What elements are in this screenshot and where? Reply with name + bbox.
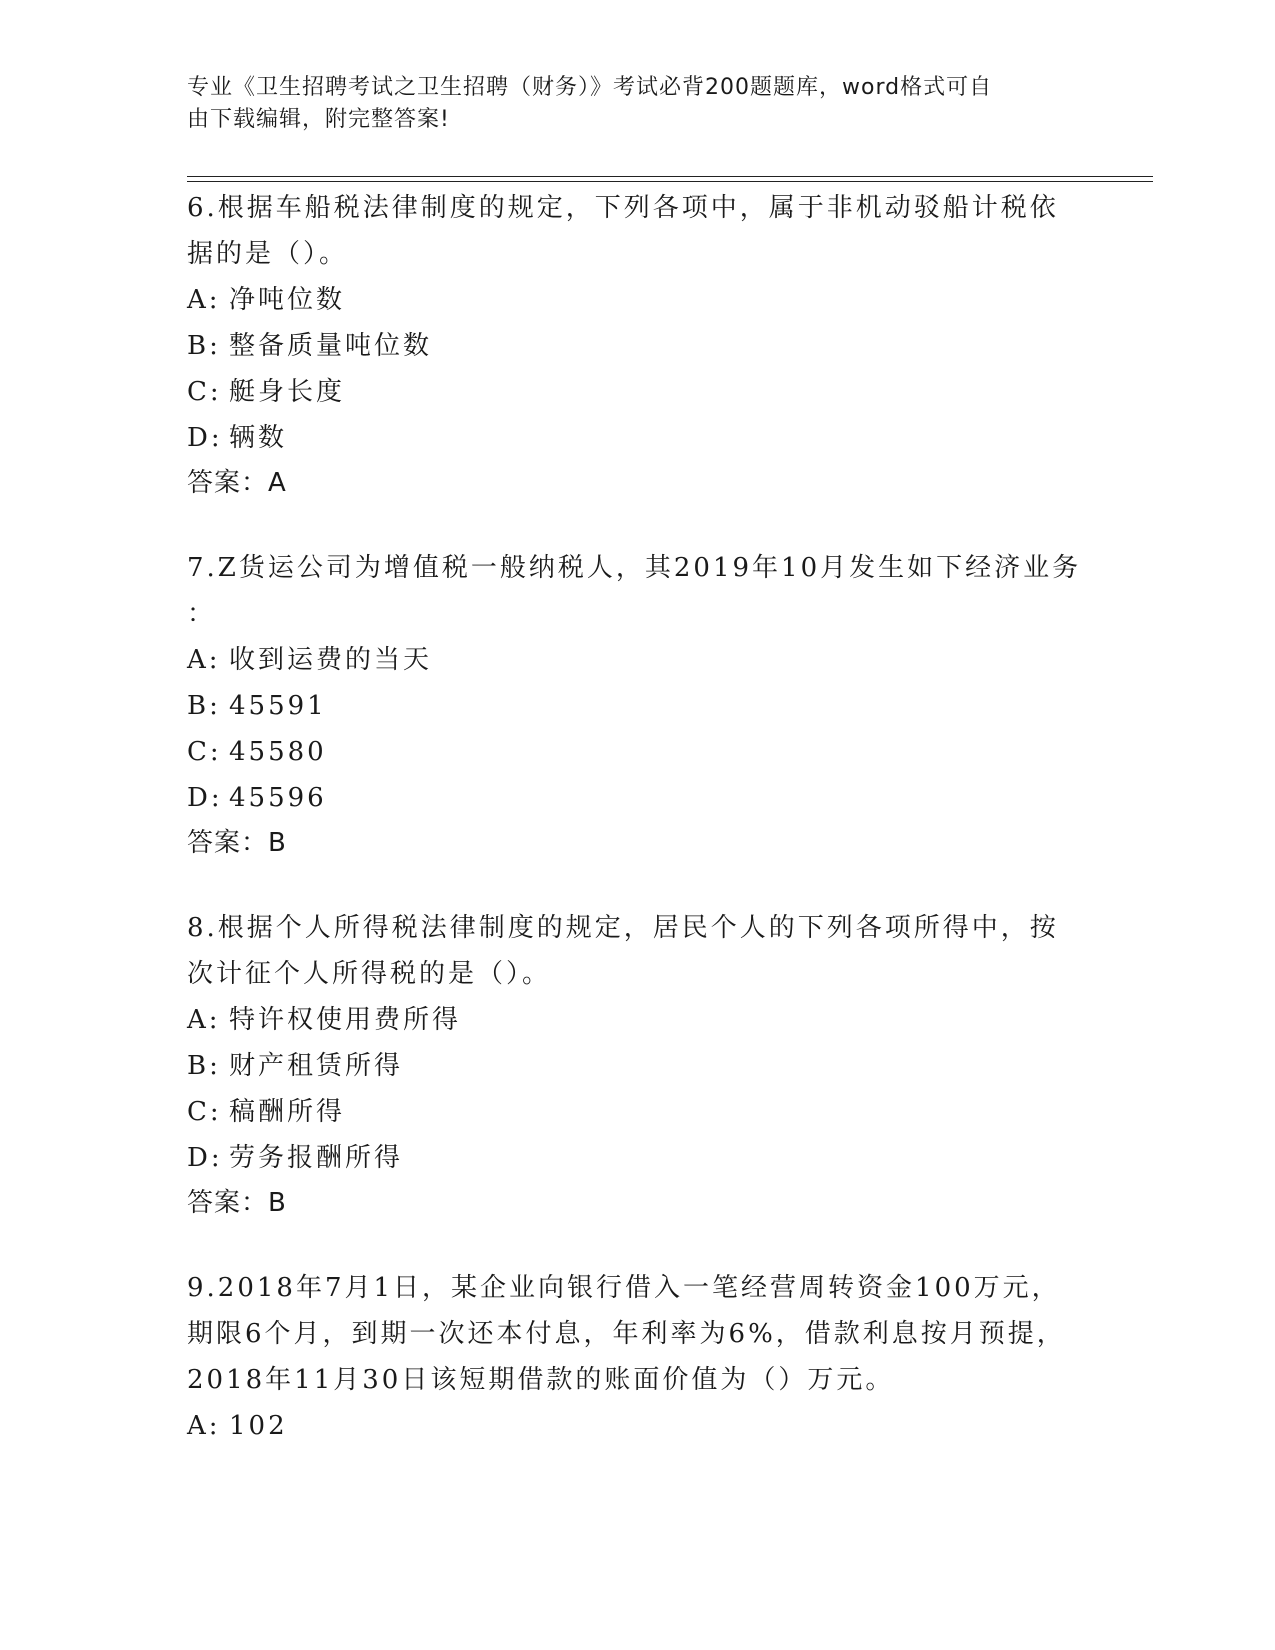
option-a: [187, 637, 1087, 683]
option-text: 45580: [229, 737, 327, 767]
option-c: [187, 729, 1087, 775]
option-c: [187, 1089, 1087, 1135]
option-key: C:: [187, 737, 222, 767]
question-stem-line: 8.根据个人所得税法律制度的规定，居民个人的下列各项所得中，按: [187, 913, 1059, 943]
question-8: [187, 905, 1087, 1225]
option-key: B:: [187, 691, 221, 721]
question-stem-line: 据的是（）。: [187, 239, 349, 269]
option-d: [187, 415, 1087, 461]
question-stem-line: 9.2018年7月1日，某企业向银行借入一笔经营周转资金100万元，: [187, 1273, 1061, 1303]
header-divider-top: [187, 176, 1153, 177]
header-divider-bottom: [187, 181, 1153, 182]
option-text: 稿酬所得: [229, 1097, 346, 1127]
question-stem: [187, 905, 1087, 997]
question-stem: [187, 1265, 1087, 1403]
question-stem-line: 7.Z货运公司为增值税一般纳税人，其2019年10月发生如下经济业务: [187, 553, 1082, 583]
question-stem-line: 期限6个月，到期一次还本付息，年利率为6%，借款利息按月预提，: [187, 1319, 1066, 1349]
question-stem: [187, 185, 1087, 277]
option-a: [187, 1403, 1087, 1449]
option-text: 特许权使用费所得: [229, 1005, 462, 1035]
option-text: 劳务报酬所得: [229, 1143, 404, 1173]
option-key: C:: [187, 377, 222, 407]
option-key: B:: [187, 331, 221, 361]
document-header: [187, 72, 1067, 136]
option-c: [187, 369, 1087, 415]
question-9: [187, 1265, 1087, 1449]
option-key: D:: [187, 783, 223, 813]
option-key: A:: [187, 1411, 221, 1441]
option-text: 102: [229, 1411, 288, 1441]
question-stem-line: 2018年11月30日该短期借款的账面价值为（）万元。: [187, 1365, 895, 1395]
answer-line: 答案：B: [187, 1188, 287, 1218]
option-b: [187, 683, 1087, 729]
option-b: [187, 323, 1087, 369]
option-text: 净吨位数: [229, 285, 346, 315]
option-key: B:: [187, 1051, 221, 1081]
option-d: [187, 1135, 1087, 1181]
question-7: [187, 545, 1087, 865]
option-text: 整备质量吨位数: [229, 331, 433, 361]
question-list: [187, 185, 1087, 1449]
option-key: A:: [187, 1005, 221, 1035]
answer-line: 答案：A: [187, 468, 287, 498]
option-key: D:: [187, 423, 223, 453]
question-stem: [187, 545, 1087, 637]
option-key: C:: [187, 1097, 222, 1127]
option-text: 45596: [229, 783, 327, 813]
option-text: 收到运费的当天: [229, 645, 433, 675]
option-b: [187, 1043, 1087, 1089]
option-a: [187, 997, 1087, 1043]
option-text: 45591: [229, 691, 327, 721]
header-line-1: 专业《卫生招聘考试之卫生招聘（财务）》考试必背200题题库，word格式可自: [187, 75, 993, 100]
option-key: D:: [187, 1143, 223, 1173]
option-text: 艇身长度: [229, 377, 346, 407]
header-line-2: 由下载编辑，附完整答案!: [187, 107, 450, 132]
option-text: 辆数: [229, 423, 288, 453]
question-stem-line: ：: [187, 599, 217, 629]
question-stem-line: 6.根据车船税法律制度的规定，下列各项中，属于非机动驳船计税依: [187, 193, 1059, 223]
option-text: 财产租赁所得: [229, 1051, 404, 1081]
answer-line: 答案：B: [187, 828, 287, 858]
option-a: [187, 277, 1087, 323]
question-6: [187, 185, 1087, 505]
option-key: A:: [187, 645, 221, 675]
option-key: A:: [187, 285, 221, 315]
option-d: [187, 775, 1087, 821]
question-stem-line: 次计征个人所得税的是（）。: [187, 959, 552, 989]
